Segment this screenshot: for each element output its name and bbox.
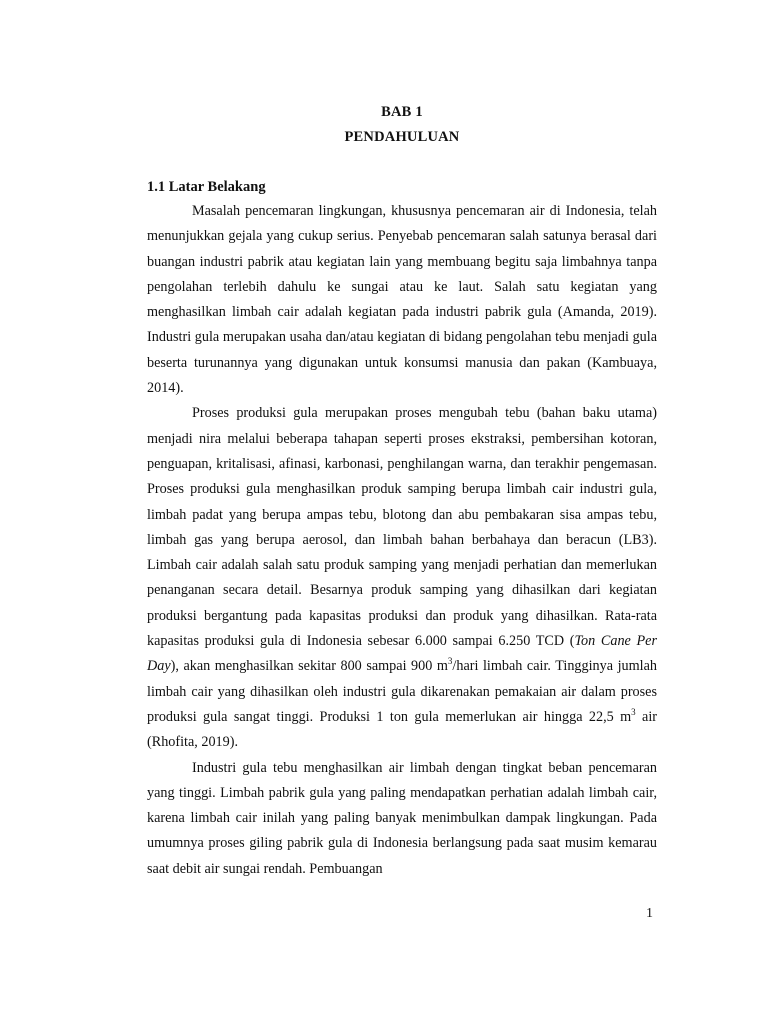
section-heading: 1.1 Latar Belakang: [147, 179, 266, 195]
paragraph: Masalah pencemaran lingkungan, khususnya pencemaran air di Indonesia, telah menunjukkan gejala yang cukup serius. Penyebab pencemaran salah satunya berasal dari buangan industri pabrik atau kegiatan lain yang membuang begitu saja limbahnya tanpa pengolahan terlebih dahulu ke sungai atau ke laut. Salah satu kegiatan yang menghasilkan limbah cair adalah kegiatan pada industri pabrik gula (Amanda, 2019). Industri gula merupakan usaha dan/atau kegiatan di bidang pengolahan tebu menjadi gula beserta turunannya yang digunakan untuk konsumsi manusia dan pakan (Kambuaya, 2014).: [147, 203, 657, 397]
body-text: [147, 199, 657, 882]
chapter-title: PENDAHULUAN: [344, 129, 460, 145]
chapter-number: BAB 1: [381, 104, 423, 120]
paragraph: Industri gula tebu menghasilkan air limbah dengan tingkat beban pencemaran yang tinggi. Limbah pabrik gula yang paling mendapatkan perhatian adalah limbah cair, karena limbah cair inilah yang paling banyak menimbulkan dampak lingkungan. Pada umumnya proses giling pabrik gula di Indonesia berlangsung pada saat musim kemarau saat debit air sungai rendah. Pembuangan: [147, 759, 657, 877]
paragraph: Proses produksi gula merupakan proses mengubah tebu (bahan baku utama) menjadi nira melalui beberapa tahapan seperti proses ekstraksi, pembersihan kotoran, penguapan, kritalisasi, afinasi, karbonasi, penghilangan warna, dan terakhir pengemasan. Proses produksi gula menghasilkan produk samping berupa limbah cair industri gula, limbah padat yang berupa ampas tebu, blotong dan abu pembakaran sisa ampas tebu, limbah gas yang berupa aerosol, dan limbah bahan berbahaya dan beracun (LB3). Limbah cair adalah salah satu produk samping yang menjadi perhatian dan memerlukan penanganan secara detail. Besarnya produk samping yang dihasilkan dari kegiatan produksi bergantung pada kapasitas produksi dan produk yang dihasilkan. Rata-rata kapasitas produksi gula di Indonesia sebesar 6.000 sampai 6.250 TCD (Ton Cane Per Day), akan menghasilkan sekitar 800 sampai 900 $m^3$/hari limbah cair. Tingginya jumlah limbah cair yang dihasilkan oleh industri gula dikarenakan pemakaian air dalam proses produksi gula sangat tinggi. Produksi 1 ton gula memerlukan air hingga 22,5 $m^3$ air (Rhofita, 2019).: [147, 405, 657, 751]
page-number: 1: [646, 906, 653, 921]
